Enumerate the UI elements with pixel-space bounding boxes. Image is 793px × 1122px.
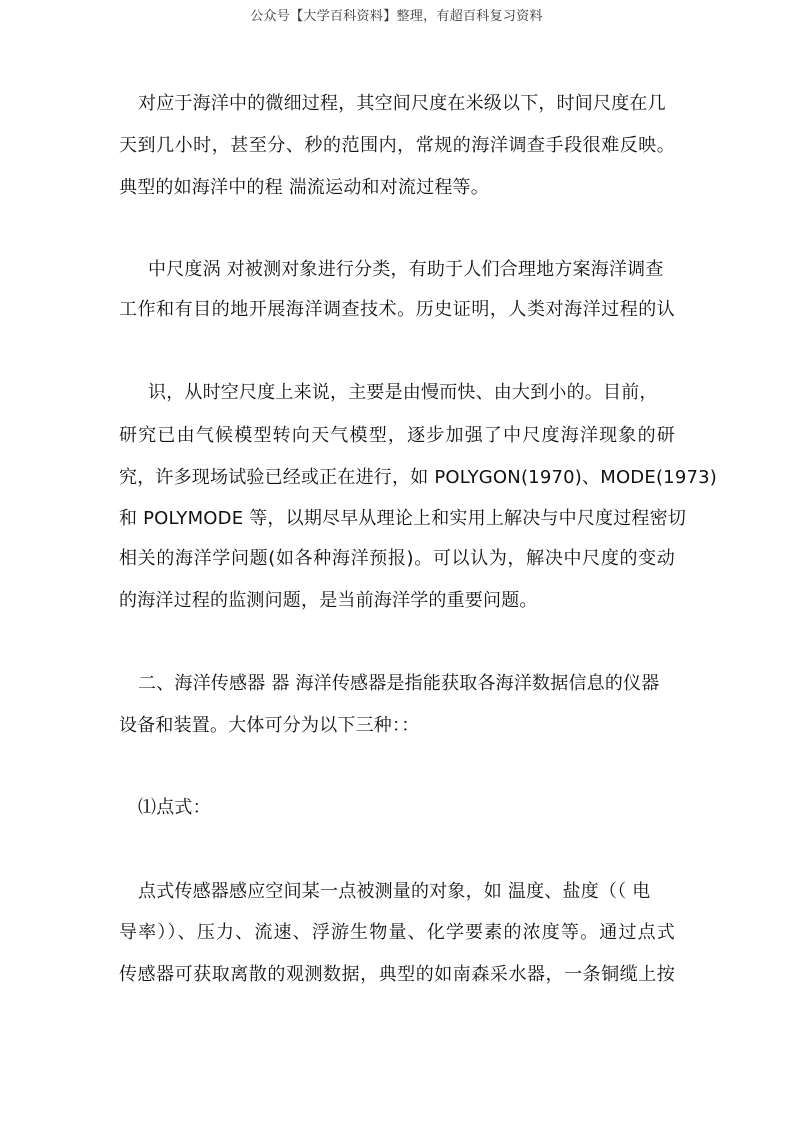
paragraph-3-line-6: 的海洋过程的监测问题，是当前海洋学的重要问题。 <box>119 590 538 611</box>
paragraph-3-line-1: 识，从时空尺度上来说，主要是由慢而快、由大到小的。目前， <box>148 382 658 403</box>
paragraph-2-line-1: 中尺度涡 对被测对象进行分类，有助于人们合理地方案海洋调查 <box>148 259 664 280</box>
paragraph-3-line-4: 和 POLYMODE 等，以期尽早从理论上和实用上解决与中尺度过程密切 <box>119 508 687 529</box>
paragraph-5-line-1: ⑴点式： <box>138 797 211 818</box>
paragraph-1-line-1: 对应于海洋中的微细过程，其空间尺度在米级以下，时间尺度在几 <box>138 93 666 114</box>
paragraph-3-line-5: 相关的海洋学问题(如各种海洋预报)。可以认为，解决中尺度的变动 <box>119 548 675 569</box>
paragraph-6-line-2: 导率））、压力、流速、浮游生物量、化学要素的浓度等。通过点式 <box>119 922 675 943</box>
paragraph-1-line-2: 天到几小时，甚至分、秒的范围内，常规的海洋调查手段很难反映。 <box>119 135 675 156</box>
page-header: 公众号【大学百科资料】整理，有超百科复习资料 <box>250 9 543 24</box>
paragraph-6-line-3: 传感器可获取离散的观测数据，典型的如南森采水器，一条铜缆上按 <box>119 964 675 985</box>
paragraph-3-line-2: 研究已由气候模型转向天气模型，逐步加强了中尺度海洋现象的研 <box>119 425 675 446</box>
paragraph-2-line-2: 工作和有目的地开展海洋调查技术。历史证明，人类对海洋过程的认 <box>119 299 675 320</box>
paragraph-4-line-1: 二、海洋传感器 器 海洋传感器是指能获取各海洋数据信息的仪器 <box>138 673 660 694</box>
paragraph-4-line-2: 设备和装置。大体可分为以下三种：： <box>119 715 420 736</box>
paragraph-6-line-1: 点式传感器感应空间某一点被测量的对象，如 温度、盐度（（ 电 <box>138 881 651 902</box>
paragraph-1-line-3: 典型的如海洋中的程 湍流运动和对流过程等。 <box>119 177 489 198</box>
paragraph-3-line-3: 究，许多现场试验已经或正在进行，如 POLYGON(1970)、MODE(1973) <box>119 467 717 488</box>
